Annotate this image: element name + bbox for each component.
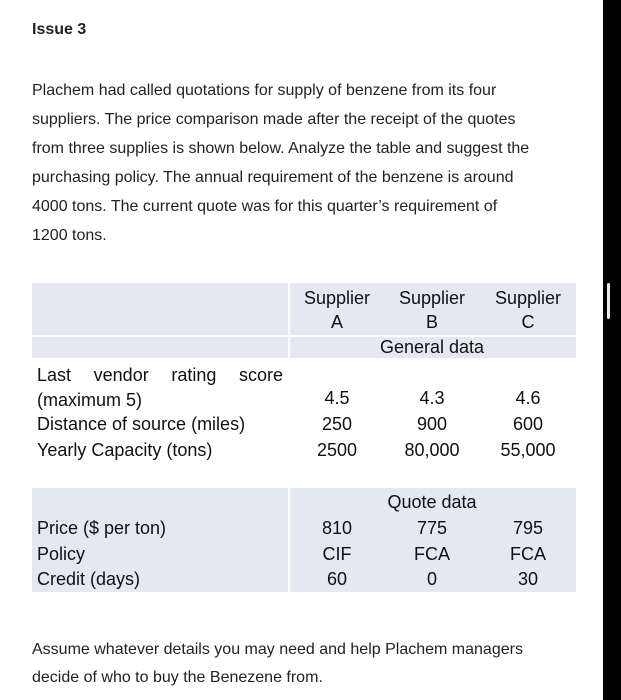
label-word: score bbox=[238, 365, 283, 385]
header-line: A bbox=[330, 312, 343, 332]
intro-paragraph bbox=[32, 76, 580, 250]
label-line-justified bbox=[37, 363, 283, 388]
intro-line: Plachem had called quotations for supply of benzene from its four bbox=[32, 82, 497, 99]
cell-capacity-c: 55,000 bbox=[500, 440, 556, 460]
header-line: B bbox=[425, 312, 438, 332]
header-supplier-a bbox=[294, 286, 380, 334]
header-line: C bbox=[521, 312, 535, 332]
cell-capacity-a: 2500 bbox=[316, 440, 358, 460]
label-word: vendor bbox=[93, 365, 149, 385]
cell-price-c: 795 bbox=[512, 518, 544, 538]
row-label-policy: Policy bbox=[37, 544, 86, 564]
header-supplier-b bbox=[388, 286, 476, 334]
cell-credit-b: 0 bbox=[426, 569, 437, 589]
row-label-vendor-rating bbox=[37, 363, 283, 413]
intro-line: from three supplies is shown below. Analyze the table and suggest the bbox=[32, 140, 530, 157]
cell-price-a: 810 bbox=[321, 518, 353, 538]
header-line: Supplier bbox=[494, 288, 562, 308]
label-word: Last bbox=[37, 365, 72, 385]
cell-price-b: 775 bbox=[416, 518, 448, 538]
cell-credit-c: 30 bbox=[517, 569, 539, 589]
row-label-capacity: Yearly Capacity (tons) bbox=[37, 440, 213, 460]
label-word: rating bbox=[171, 365, 217, 385]
cell-distance-a: 250 bbox=[321, 414, 353, 434]
cell-distance-c: 600 bbox=[512, 414, 544, 434]
intro-line: 1200 tons. bbox=[32, 227, 107, 244]
footer-line: decide of who to buy the Benezene from. bbox=[32, 669, 323, 686]
header-line: Supplier bbox=[303, 288, 371, 308]
header-line: Supplier bbox=[398, 288, 466, 308]
cell-rating-a: 4.5 bbox=[324, 388, 350, 408]
row-label-credit: Credit (days) bbox=[37, 569, 141, 589]
label-line: (maximum 5) bbox=[37, 390, 143, 410]
cell-policy-b: FCA bbox=[414, 544, 450, 564]
row-divider bbox=[32, 358, 576, 360]
row-label-price: Price ($ per ton) bbox=[37, 518, 167, 538]
intro-line: 4000 tons. The current quote was for this quarter’s requirement of bbox=[32, 198, 498, 215]
scrollbar-thumb[interactable] bbox=[607, 283, 610, 319]
cell-capacity-b: 80,000 bbox=[404, 440, 460, 460]
cell-policy-a: CIF bbox=[322, 544, 352, 564]
general-data-heading: General data bbox=[379, 337, 485, 357]
intro-line: suppliers. The price comparison made after the receipt of the quotes bbox=[32, 111, 516, 128]
closing-paragraph bbox=[32, 636, 580, 692]
cell-distance-b: 900 bbox=[416, 414, 448, 434]
issue-title: Issue 3 bbox=[32, 21, 87, 38]
footer-line: Assume whatever details you may need and help Plachem managers bbox=[32, 641, 523, 658]
scrollbar[interactable] bbox=[603, 0, 621, 700]
intro-line: purchasing policy. The annual requirement of the benzene is around bbox=[32, 169, 514, 186]
supplier-comparison-table bbox=[32, 283, 576, 592]
column-divider bbox=[288, 283, 290, 592]
header-supplier-c bbox=[484, 286, 572, 334]
cell-credit-a: 60 bbox=[326, 569, 348, 589]
row-label-distance: Distance of source (miles) bbox=[37, 414, 246, 434]
quote-data-heading: Quote data bbox=[387, 492, 477, 512]
cell-policy-c: FCA bbox=[510, 544, 546, 564]
row-divider bbox=[32, 486, 576, 488]
cell-rating-c: 4.6 bbox=[515, 388, 541, 408]
cell-rating-b: 4.3 bbox=[419, 388, 445, 408]
